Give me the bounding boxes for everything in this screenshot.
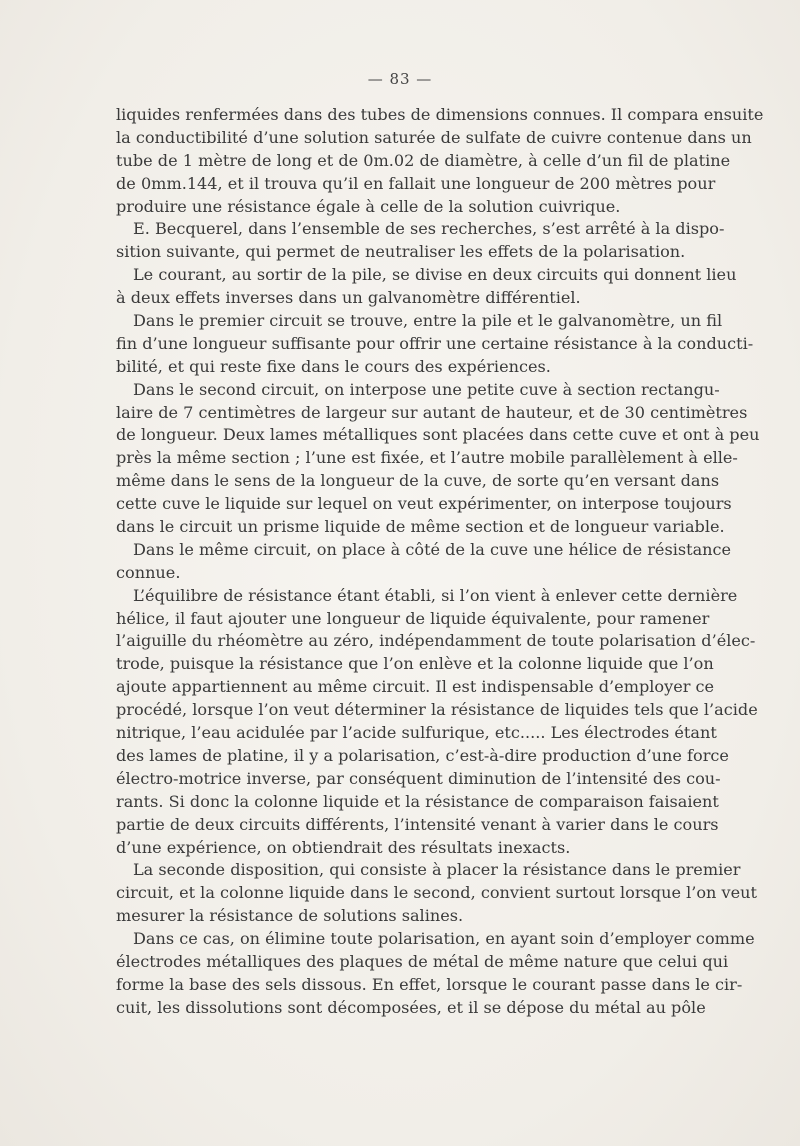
text-line: procédé, lorsque l’on veut déterminer la résistance de liquides tels que l’acide [116, 700, 758, 720]
page-number: — 83 — [367, 70, 433, 88]
text-line: tube de 1 mètre de long et de 0m.02 de diamètre, à celle d’un fil de platine [116, 150, 731, 170]
text-line: trode, puisque la résistance que l’on enlève et la colonne liquide que l’on [116, 654, 714, 674]
text-line: circuit, et la colonne liquide dans le second, convient surtout lorsque l’on veut [116, 883, 757, 903]
text-line: électrodes métalliques des plaques de métal de même nature que celui qui [116, 951, 729, 971]
text-line: Le courant, au sortir de la pile, se divise en deux circuits qui donnent lieu [133, 265, 737, 285]
text-line: L’équilibre de résistance étant établi, si l’on vient à enlever cette dernière [133, 585, 738, 605]
text-line: Dans le même circuit, on place à côté de la cuve une hélice de résistance [133, 539, 732, 559]
text-line: sition suivante, qui permet de neutraliser les effets de la polarisation. [116, 242, 686, 262]
text-line: même dans le sens de la longueur de la cuve, de sorte qu’en versant dans [116, 471, 720, 491]
text-line: laire de 7 centimètres de largeur sur autant de hauteur, et de 30 centimètres [116, 402, 748, 422]
text-line: Dans ce cas, on élimine toute polarisation, en ayant soin d’employer comme [133, 929, 755, 949]
text-line: ajoute appartiennent au même circuit. Il est indispensable d’employer ce [116, 677, 715, 697]
text-line: des lames de platine, il y a polarisation, c’est-à-dire production d’une force [116, 745, 729, 765]
text-line: de longueur. Deux lames métalliques sont placées dans cette cuve et ont à peu [116, 425, 760, 445]
text-line: de 0mm.144, et il trouva qu’il en fallait une longueur de 200 mètres pour [116, 173, 716, 193]
text-line: E. Becquerel, dans l’ensemble de ses recherches, s’est arrêté à la dispo- [133, 219, 725, 239]
text-line: Dans le second circuit, on interpose une petite cuve à section rectangu- [133, 379, 720, 399]
text-line: hélice, il faut ajouter une longueur de liquide équivalente, pour ramener [116, 608, 710, 628]
text-line: liquides renfermées dans des tubes de dimensions connues. Il compara ensuite [116, 105, 764, 124]
text-line: rants. Si donc la colonne liquide et la résistance de comparaison faisaient [116, 791, 719, 811]
text-line: partie de deux circuits différents, l’intensité venant à varier dans le cours [116, 814, 719, 834]
text-line: bilité, et qui reste fixe dans le cours des expériences. [116, 356, 551, 376]
text-line: près la même section ; l’une est fixée, et l’autre mobile parallèlement à elle- [116, 448, 738, 468]
text-line: d’une expérience, on obtiendrait des résultats inexacts. [116, 837, 571, 857]
text-line: Dans le premier circuit se trouve, entre la pile et le galvanomètre, un fil [133, 311, 723, 331]
body-text [116, 104, 764, 1020]
text-line: à deux effets inverses dans un galvanomètre différentiel. [116, 288, 581, 308]
text-line: la conductibilité d’une solution saturée de sulfate de cuivre contenue dans un [116, 127, 752, 147]
text-line: l’aiguille du rhéomètre au zéro, indépendamment de toute polarisation d’élec- [116, 631, 756, 651]
text-line: cette cuve le liquide sur lequel on veut expérimenter, on interpose toujours [116, 494, 732, 514]
text-line: mesurer la résistance de solutions salines. [116, 906, 464, 926]
text-line: La seconde disposition, qui consiste à placer la résistance dans le premier [133, 860, 741, 880]
text-line: cuit, les dissolutions sont décomposées, et il se dépose du métal au pôle [116, 997, 706, 1017]
text-line: connue. [116, 562, 181, 582]
text-line: fin d’une longueur suffisante pour offrir une certaine résistance à la conducti- [116, 333, 754, 353]
text-line: forme la base des sels dissous. En effet, lorsque le courant passe dans le cir- [116, 974, 743, 994]
text-line: nitrique, l’eau acidulée par l’acide sulfurique, etc..... Les électrodes étant [116, 723, 717, 743]
text-line: électro-motrice inverse, par conséquent diminution de l’intensité des cou- [116, 768, 721, 788]
text-line: produire une résistance égale à celle de la solution cuivrique. [116, 196, 621, 216]
text-line: dans le circuit un prisme liquide de même section et de longueur variable. [116, 517, 725, 537]
